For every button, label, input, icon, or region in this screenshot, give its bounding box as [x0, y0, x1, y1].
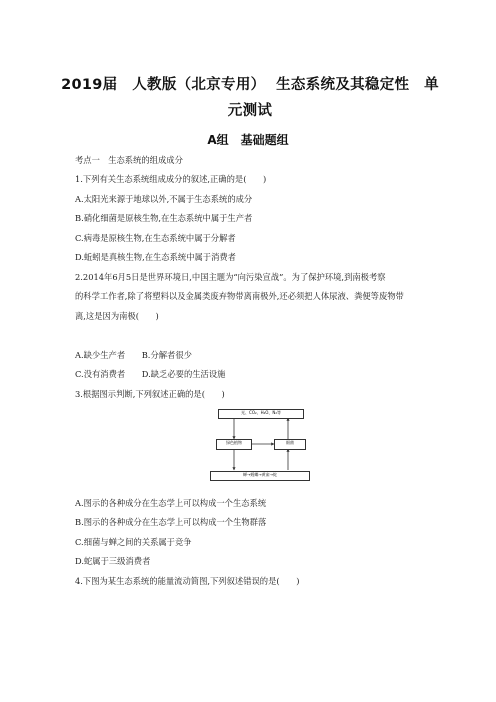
diagram-box-plants: 绿色植物: [216, 439, 252, 450]
document-title-line1: 2019届 人教版（北京专用） 生态系统及其稳定性 单: [61, 77, 439, 93]
q1-option-d: D.蚯蚓是真核生物,在生态系统中属于消费者: [75, 252, 236, 262]
document-title-line2: 元测试: [227, 103, 273, 119]
q1-stem: 1.下列有关生态系统组成成分的叙述,正确的是( ): [75, 174, 267, 184]
q4-stem: 4.下图为某生态系统的能量流动简图,下列叙述错误的是( ): [75, 576, 300, 586]
diagram-box-food-chain: 蝉→螳螂→黄雀→蛇: [210, 471, 310, 481]
q1-option-c: C.病毒是原核生物,在生态系统中属于分解者: [75, 233, 236, 243]
q2-stem-line1: 2.2014年6月5日是世界环境日,中国主题为“向污染宣战”。为了保护环境,到南极考察: [75, 272, 386, 282]
q1-option-a: A.太阳光来源于地球以外,不属于生态系统的成分: [75, 194, 253, 204]
q2-options-ab: A.缺少生产者 B.分解者很少: [75, 350, 192, 360]
ecosystem-diagram: [206, 408, 314, 483]
group-heading: A组 基础题组: [207, 133, 289, 147]
diagram-box-bacteria: 细菌: [274, 439, 306, 450]
topic-heading: 考点一 生态系统的组成成分: [75, 155, 183, 165]
q2-stem-line2: 的科学工作者,除了将塑料以及金属类废弃物带离南极外,还必须把人体尿液、粪便等废物带: [75, 291, 404, 301]
q3-option-a: A.图示的各种成分在生态学上可以构成一个生态系统: [75, 498, 267, 508]
q3-option-d: D.蛇属于三级消费者: [75, 556, 151, 566]
q2-stem-line3: 离,这是因为南极( ): [75, 311, 159, 321]
q2-options-cd: C.没有消费者 D.缺乏必要的生活设施: [75, 369, 226, 379]
q3-option-b: B.图示的各种成分在生态学上可以构成一个生物群落: [75, 517, 267, 527]
diagram-box-environment: 光、CO₂、H₂O、N₂等: [218, 409, 304, 419]
q3-stem: 3.根据图示判断,下列叙述正确的是( ): [75, 389, 225, 399]
q1-option-b: B.硝化细菌是原核生物,在生态系统中属于生产者: [75, 213, 253, 223]
q3-option-c: C.细菌与蝉之间的关系属于竞争: [75, 537, 192, 547]
